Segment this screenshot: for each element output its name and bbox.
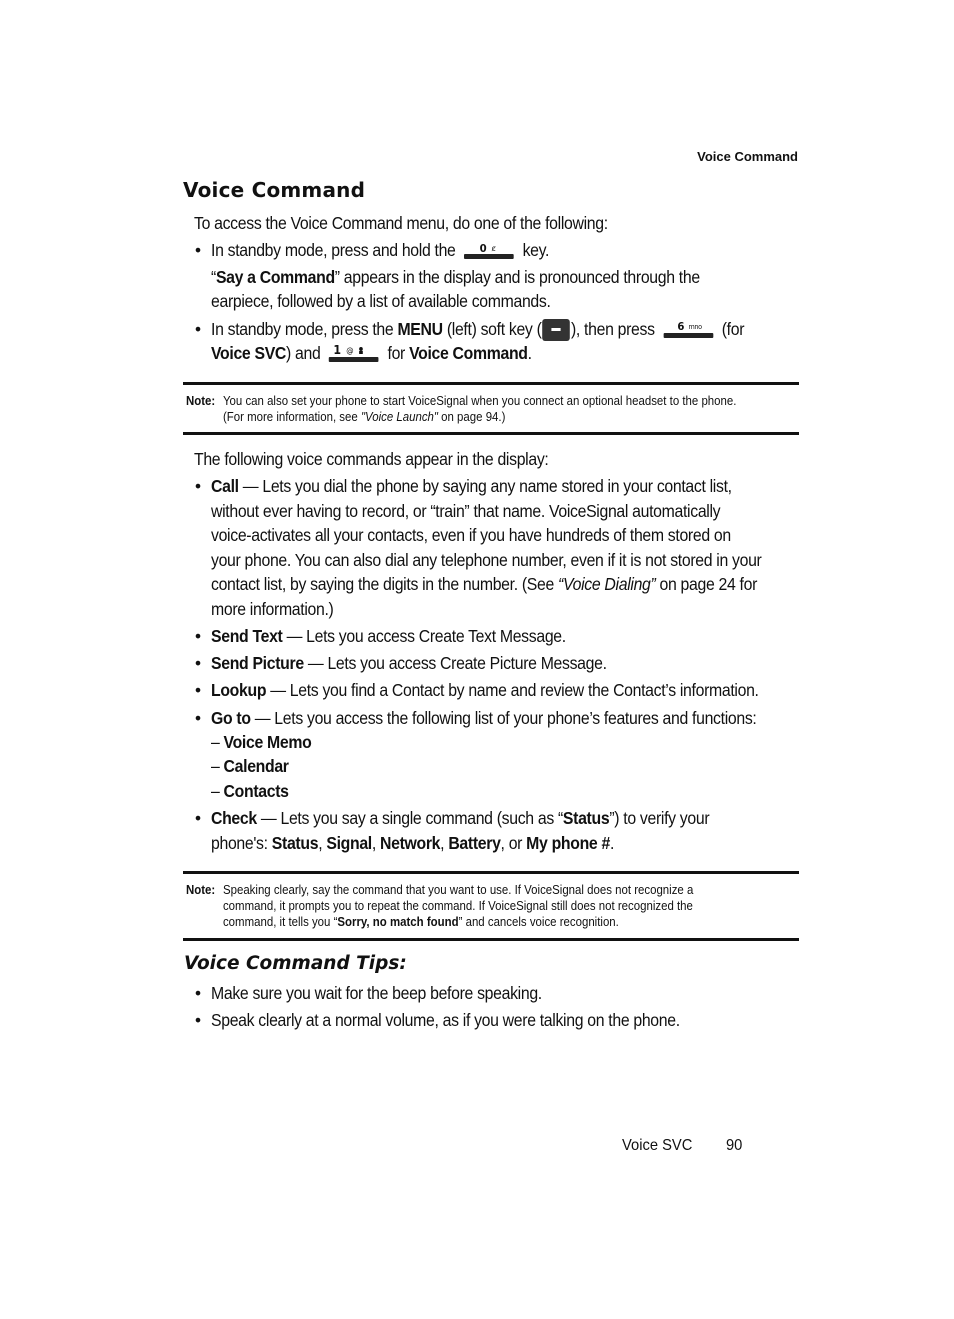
note-rule-bottom <box>183 938 799 941</box>
one-key-icon <box>328 343 380 365</box>
send-picture-item: Send Picture — Lets you access Create Picture Message. <box>211 653 607 673</box>
goto-term: Go to <box>211 708 251 728</box>
access-bullet-menu-line-2: Voice SVC) and 1 @ for Voice Command. <box>211 341 800 366</box>
access-bullet-menu: In standby mode, press the MENU (left) soft key ( ), then press 6 mno (for <box>211 317 800 342</box>
six-key-label: 6 <box>677 321 684 334</box>
goto-subitem: – Contacts <box>211 781 289 801</box>
hold-text: In standby mode, press and hold the <box>211 240 456 260</box>
one-key-label: 1 <box>333 343 342 358</box>
one-key-symbol: @ <box>346 346 354 356</box>
bullet: • <box>195 708 201 728</box>
call-line-5: contact list, by saying the digits in the number. (See “Voice Dialing” on page 24 for <box>211 574 758 594</box>
send-text-item: Send Text — Lets you access Create Text Message. <box>211 626 566 646</box>
note-label: Note: <box>186 393 216 408</box>
no-match-term: Sorry, no match found <box>337 914 459 929</box>
send-picture-term: Send Picture <box>211 653 304 673</box>
bullet: • <box>195 653 201 673</box>
lookup-item: Lookup — Lets you find a Contact by name and review the Contact’s information. <box>211 680 759 700</box>
bullet: • <box>195 240 201 260</box>
bullet: • <box>195 680 201 700</box>
note-rule-top <box>183 382 799 385</box>
voice-launch-ref: "Voice Launch" <box>360 409 438 424</box>
lookup-term: Lookup <box>211 680 267 700</box>
note-2: Note: Speaking clearly, say the command that you want to use. If VoiceSignal does not recognize a command, it prompts you to repeat the command. If VoiceSignal still does not recognized the command, it tells you “Sorry, no match found” and cancels voice recognition. <box>186 882 694 929</box>
call-line-3: voice-activates all your contacts, even if you have hundreds of them stored on <box>211 525 731 545</box>
bullet: • <box>195 319 201 339</box>
svg-text:ȼ: ȼ <box>491 244 496 254</box>
voice-command-term: Voice Command <box>409 343 528 363</box>
voice-dialing-ref: “Voice Dialing” <box>558 574 656 594</box>
note-label: Note: <box>186 882 216 897</box>
six-key-letters: mno <box>688 323 702 332</box>
call-term: Call <box>211 476 239 496</box>
note-rule-top <box>183 871 799 874</box>
send-text-term: Send Text <box>211 626 283 646</box>
say-command-line-2: earpiece, followed by a list of available commands. <box>211 291 551 311</box>
tip-item: Make sure you wait for the beep before speaking. <box>211 983 542 1003</box>
goto-subitem: – Calendar <box>211 756 289 776</box>
footer-section: Voice SVC <box>622 1137 693 1154</box>
tip-item: Speak clearly at a normal volume, as if you were talking on the phone. <box>211 1010 680 1030</box>
tips-title: Voice Command Tips: <box>184 953 407 974</box>
page-number: 90 <box>726 1137 743 1154</box>
bullet: • <box>195 1010 201 1030</box>
key-word: key. <box>522 240 550 260</box>
commands-intro: The following voice commands appear in the display: <box>194 449 549 469</box>
goto-subitem: – Voice Memo <box>211 732 312 752</box>
soft-key-icon <box>542 318 571 342</box>
bullet: • <box>195 808 201 828</box>
zero-key-icon <box>463 241 515 261</box>
note-rule-bottom <box>183 432 799 435</box>
voice-svc-term: Voice SVC <box>211 343 287 363</box>
check-term: Check <box>211 808 257 828</box>
running-head: Voice Command <box>697 149 798 164</box>
note-1: Note: You can also set your phone to start VoiceSignal when you connect an optional headset to the phone. (For more information, see "Voice Launch" on page 94.) <box>186 393 737 424</box>
check-line-1: Check — Lets you say a single command (such as “Status”) to verify your <box>211 808 710 828</box>
six-key-icon <box>662 319 714 341</box>
bullet: • <box>195 476 201 496</box>
zero-key-label: 0 <box>479 243 487 256</box>
intro-text: To access the Voice Command menu, do one of the following: <box>194 213 608 233</box>
call-line-4: your phone. You can also dial any telephone number, even if it is not stored in your <box>211 550 762 570</box>
access-bullet-hold <box>211 238 800 263</box>
call-line-6: more information.) <box>211 599 334 619</box>
call-line-2: without ever having to record, or “train” that name. VoiceSignal automatically <box>211 501 721 521</box>
say-command-line-1: “Say a Command” appears in the display and is pronounced through the <box>211 267 700 287</box>
call-line-1: Call — Lets you dial the phone by saying any name stored in your contact list, <box>211 476 732 496</box>
menu-term: MENU <box>397 319 443 339</box>
check-line-2: phone's: Status, Signal, Network, Battery, or My phone #. <box>211 833 615 853</box>
bullet: • <box>195 983 201 1003</box>
section-title: Voice Command <box>183 178 366 202</box>
say-a-command-term: Say a Command <box>215 267 335 287</box>
bullet: • <box>195 626 201 646</box>
goto-item: Go to — Lets you access the following list of your phone’s features and functions: <box>211 708 757 728</box>
